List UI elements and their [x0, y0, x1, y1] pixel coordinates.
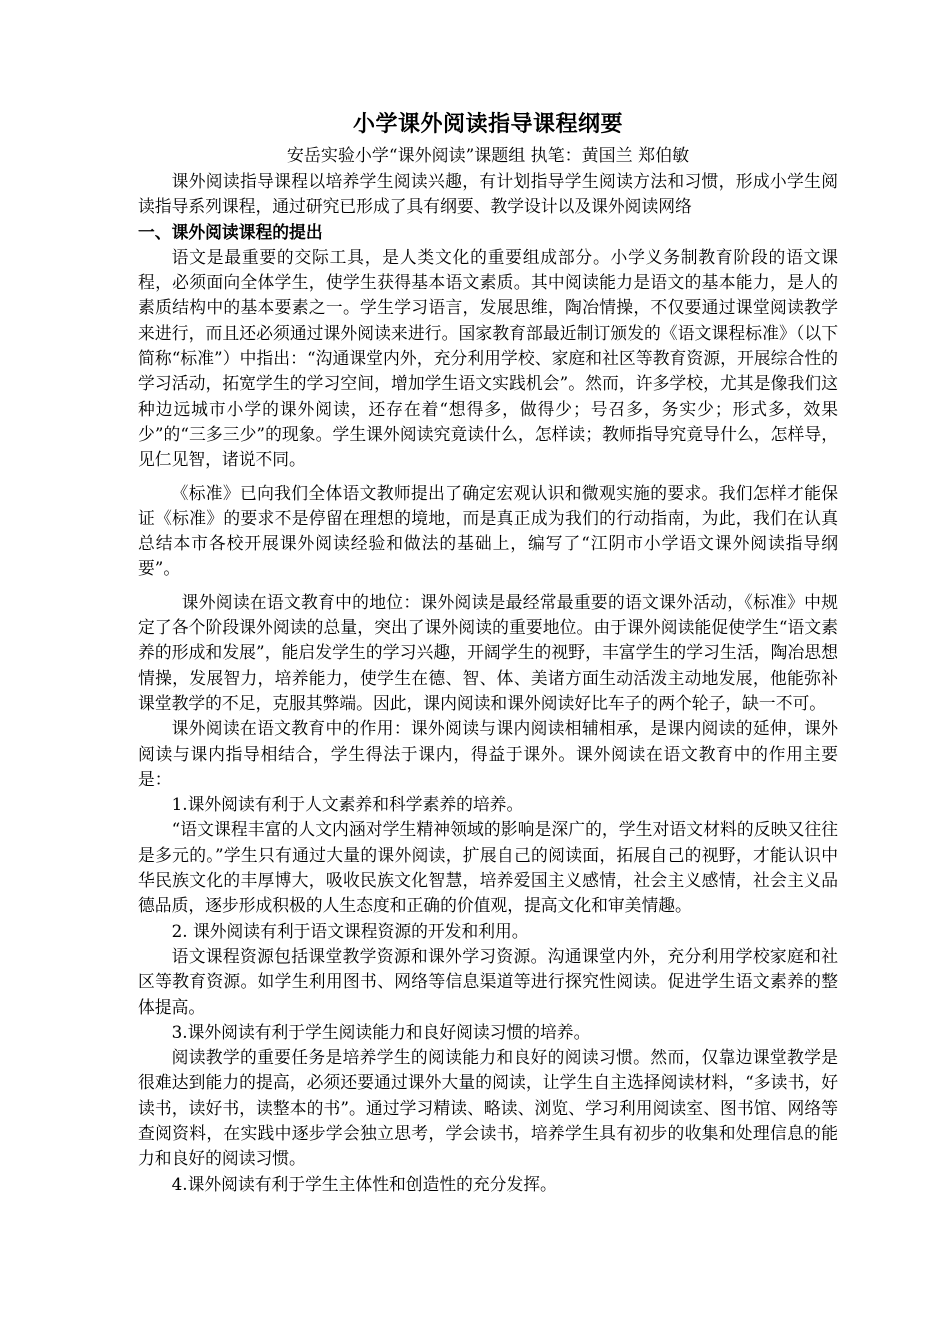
- list-item-3: 3.课外阅读有利于学生阅读能力和良好阅读习惯的培养。: [171, 1021, 591, 1042]
- list-item-2: 2. 课外阅读有利于语文课程资源的开发和利用。: [171, 920, 529, 941]
- list-item-2-body: 语文课程资源包括课堂教学资源和课外学习资源。沟通课堂内外，充分利用学校家庭和社区等教育资源。如学生利用图书、网络等信息渠道等进行探究性阅读。促进学生语文素养的整体提高。: [138, 945, 838, 1017]
- list-item-4: 4.课外阅读有利于学生主体性和创造性的充分发挥。: [171, 1173, 557, 1194]
- paragraph-3: 课外阅读在语文教育中的地位：课外阅读是最经常最重要的语文课外活动，《标准》中规定了各个阶段课外阅读的总量，突出了课外阅读的重要地位。由于课外阅读能促使学生“语文素养的形成和发展”，能启发学生的学习兴趣，开阔学生的视野，丰富学生的学习生活，陶冶思想情操，发展智力，培养能力，使学生在德、智、体、美诸方面生动活泼主动地发展，他能弥补课堂教学的不足，克服其弊端。因此，课内阅读和课外阅读好比车子的两个轮子，缺一不可。: [138, 591, 838, 713]
- byline: 安岳实验小学“课外阅读”课题组 执笔：黄国兰 郑伯敏: [286, 146, 690, 166]
- document-title: 小学课外阅读指导课程纲要: [352, 111, 623, 137]
- list-item-3-body: 阅读教学的重要任务是培养学生的阅读能力和良好的阅读习惯。然而，仅靠边课堂教学是很难达到能力的提高，必须还要通过课外大量的阅读，让学生自主选择阅读材料，“多读书，好读书，读好书，读整本的书”。通过学习精读、略读、浏览、学习利用阅读室、图书馆、网络等查阅资料，在实践中逐步学会独立思考，学会读书，培养学生具有初步的收集和处理信息的能力和良好的阅读习惯。: [138, 1047, 838, 1169]
- intro-paragraph: 课外阅读指导课程以培养学生阅读兴趣，有计划指导学生阅读方法和习惯，形成小学生阅读指导系列课程，通过研究已形成了具有纲要、教学设计以及课外阅读网络: [138, 171, 838, 217]
- list-item-1: 1.课外阅读有利于人文素养和科学素养的培养。: [171, 794, 524, 815]
- paragraph-1: 语文是最重要的交际工具，是人类文化的重要组成部分。小学义务制教育阶段的语文课程，必须面向全体学生，使学生获得基本语文素质。其中阅读能力是语文的基本能力，是人的素质结构中的基本要素之一。学生学习语言，发展思维，陶冶情操，不仅要通过课堂阅读教学来进行，而且还必须通过课外阅读来进行。国家教育部最近制订颁发的《语文课程标准》（以下简称“标准”）中指出：“沟通课堂内外，充分利用学校、家庭和社区等教育资源，开展综合性的学习活动，拓宽学生的学习空间，增加学生语文实践机会”。然而，许多学校，尤其是像我们这种边远城市小学的课外阅读，还存在着“想得多，做得少；号召多，务实少；形式多，效果少”的“三多三少”的现象。学生课外阅读究竟读什么，怎样读；教师指导究竟导什么，怎样导，见仁见智，诸说不同。: [138, 246, 838, 470]
- section-heading: 一、课外阅读课程的提出: [138, 221, 323, 242]
- list-item-1-body: “语文课程丰富的人文内涵对学生精神领域的影响是深广的，学生对语文材料的反映又往往是多元的。”学生只有通过大量的课外阅读，扩展自己的阅读面，拓展自己的视野，才能认识中华民族文化的丰厚博大，吸收民族文化智慧，培养爱国主义感情，社会主义感情，社会主义品德品质，逐步形成积极的人生态度和正确的价值观，提高文化和审美情趣。: [138, 819, 838, 916]
- document-page: [138, 104, 838, 1197]
- paragraph-2: 《标准》已向我们全体语文教师提出了确定宏观认识和微观实施的要求。我们怎样才能保证《标准》的要求不是停留在理想的境地，而是真正成为我们的行动指南，为此，我们在认真总结本市各校开展课外阅读经验和做法的基础上，编写了“江阴市小学语文课外阅读指导纲要”。: [138, 482, 838, 579]
- paragraph-4: 课外阅读在语文教育中的作用：课外阅读与课内阅读相辅相承，是课内阅读的延伸，课外阅读与课内指导相结合，学生得法于课内，得益于课外。课外阅读在语文教育中的作用主要是：: [138, 718, 838, 789]
